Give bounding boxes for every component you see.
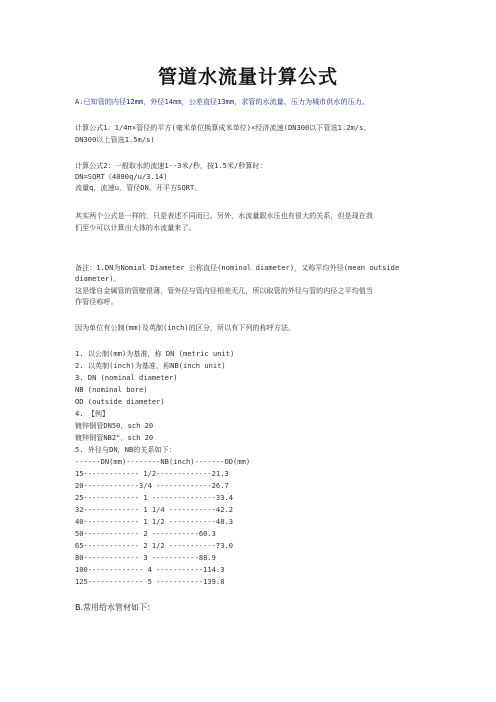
- table-row: 125------------- 5 -----------139.8: [75, 577, 225, 586]
- table-row: 80------------- 3 -----------88.9: [75, 553, 216, 562]
- method-item: 4. 【例】: [75, 409, 110, 418]
- summary-line2: 们至少可以计算出大体的水流量来了。: [75, 223, 196, 232]
- formula2-line1: 计算公式2：一般取水的流速1--3米/秒，按1.5米/秒算时：: [75, 161, 267, 170]
- formula1-line2: DN300以上管选1.5m/s): [75, 135, 155, 144]
- units-intro: 因为单位有公制(mm)及英制(inch)的区分，所以有下列的称呼方法。: [75, 323, 296, 332]
- method-item: NB (nominal bore): [75, 385, 148, 394]
- formula1-line1: 计算公式1：1/4π×管径的平方(毫米单位换算成米单位)×经济流速(DN300以下管选1.2m/s、: [75, 123, 371, 132]
- table-row: 50------------- 2 -----------60.3: [75, 529, 216, 538]
- table-row: 25------------- 1 ---------------33.4: [75, 493, 234, 502]
- table-row: 32------------- 1 1/4 -----------42.2: [75, 505, 234, 514]
- table-row: 65------------- 2 1/2 -----------73.0: [75, 541, 234, 550]
- note-line3: 这是缘自金属管的管壁很薄，管外径与管内径相差无几，所以取管的外径与管的内径之平均值当: [75, 286, 373, 295]
- table-row: 20-------------3/4 -------------26.7: [75, 481, 229, 490]
- method-item: 镀锌钢管DN50，sch 20: [75, 421, 154, 430]
- summary-line1: 其实两个公式是一样的，只是表述不同而已。另外，水流量跟水压也有很大的关系，但是现在我: [75, 211, 373, 220]
- method-item: 1. 以公制(mm)为基准，称 DN (metric unit): [75, 349, 235, 358]
- table-row: 100------------- 4 -----------114.3: [75, 565, 225, 574]
- method-item: 5. 外径与DN，NB的关系如下：: [75, 445, 176, 454]
- formula2-line2: DN=SQRT（4000q/u/3.14): [75, 172, 168, 181]
- method-item: OD (outside diameter): [75, 397, 165, 406]
- table-row: 40------------- 1 1/2 -----------48.3: [75, 517, 234, 526]
- section-b-heading: B.常用给水管材如下：: [75, 603, 156, 612]
- note-line1: 备注：1.DN为Nomial Diameter 公称直径(nominal diameter)，又称平均外径(mean outside: [75, 263, 400, 272]
- method-item: 3. DN (nominal diameter): [75, 373, 178, 382]
- note-line2: diameter)。: [75, 274, 121, 283]
- note-line4: 作管径称呼。: [75, 297, 118, 306]
- problem-statement: A.已知管的内径12mm，外径14mm，公差直径13mm，求管的水流量、压力为城市供水的压力。: [75, 97, 369, 106]
- table-row: 15------------- 1/2-------------21.3: [75, 469, 229, 478]
- page-title: 管道水流量计算公式: [157, 66, 338, 88]
- formula2-line3: 流量q，流速u，管径DN。开平方SQRT。: [75, 183, 202, 192]
- method-item: 镀锌钢管NB2"，sch 20: [75, 433, 154, 442]
- table-header: ------DN(mm)--------NB(inch)-------OD(mm): [75, 457, 251, 466]
- method-item: 2. 以英制(inch)为基准，称NB(inch unit): [75, 361, 226, 370]
